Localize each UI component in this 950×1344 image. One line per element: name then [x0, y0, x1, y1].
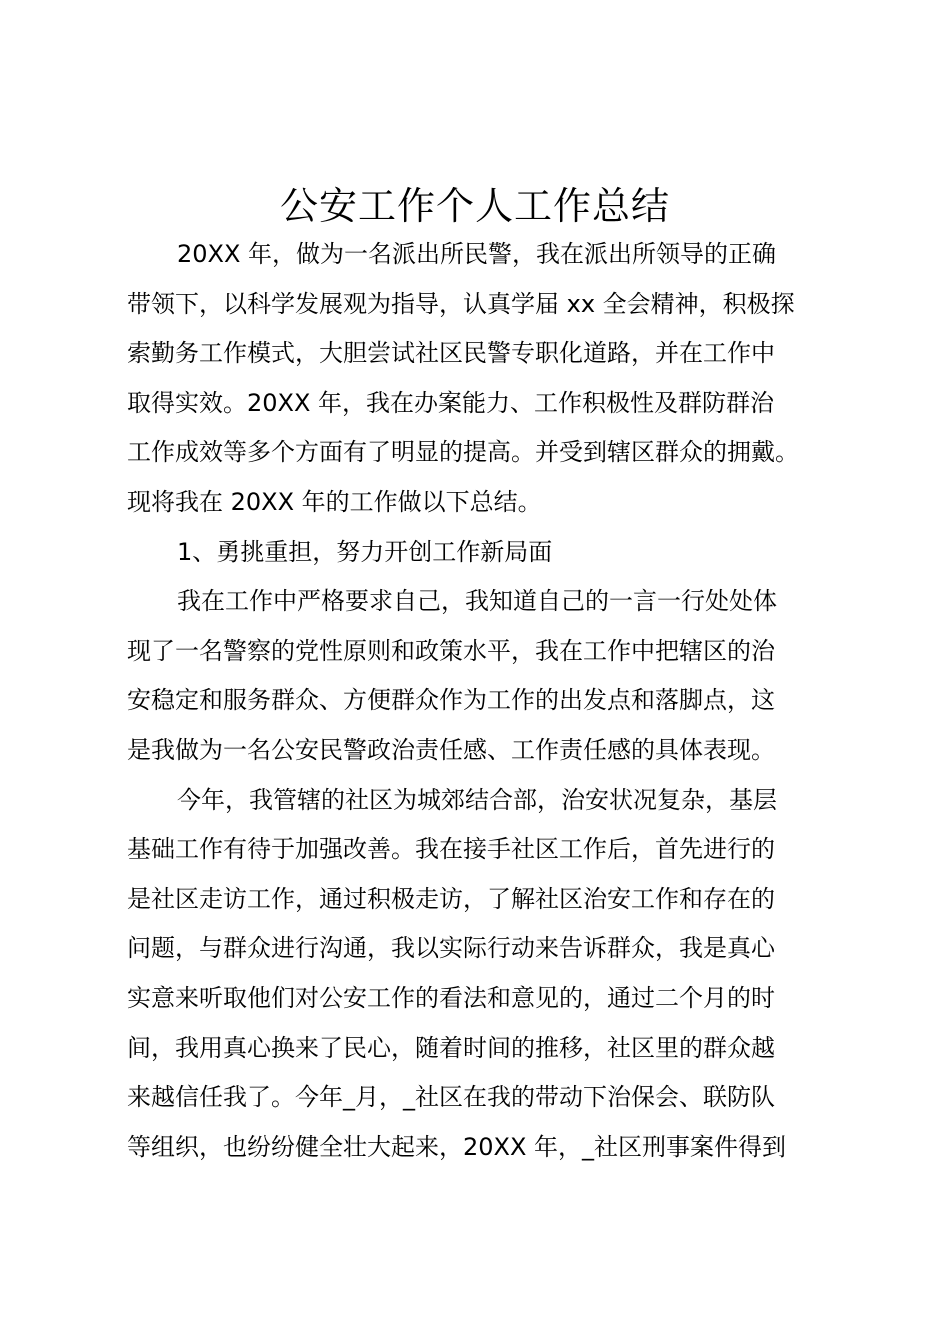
text-line: 工作成效等多个方面有了明显的提高。并受到辖区群众的拥戴。	[127, 438, 799, 467]
text-line: 安稳定和服务群众、方便群众作为工作的出发点和落脚点，这	[127, 686, 775, 715]
text-line: 是社区走访工作，通过积极走访，了解社区治安工作和存在的	[127, 884, 775, 913]
text-line: 现了一名警察的党性原则和政策水平，我在工作中把辖区的治	[127, 636, 775, 665]
paragraph-community	[127, 776, 837, 1173]
text-line: 现将我在 20XX 年的工作做以下总结。	[127, 487, 542, 516]
document-body	[127, 230, 837, 1172]
text-line: 我在工作中严格要求自己，我知道自己的一言一行处处体	[177, 587, 777, 616]
document-title: 公安工作个人工作总结	[279, 184, 670, 228]
text-line: 实意来听取他们对公安工作的看法和意见的，通过二个月的时	[127, 983, 775, 1012]
text-line: 问题，与群众进行沟通，我以实际行动来告诉群众，我是真心	[127, 934, 775, 963]
text-line: 基础工作有待于加强改善。我在接手社区工作后，首先进行的	[127, 835, 775, 864]
text-line: 带领下，以科学发展观为指导，认真学届 xx 全会精神，积极探	[127, 289, 795, 318]
section-heading	[127, 528, 837, 578]
text-line: 取得实效。20XX 年，我在办案能力、工作积极性及群防群治	[127, 388, 775, 417]
text-line: 来越信任我了。今年_月，_社区在我的带动下治保会、联防队	[127, 1083, 775, 1112]
paragraph-discipline	[127, 577, 837, 775]
paragraph-intro	[127, 230, 837, 528]
text-line: 是我做为一名公安民警政治责任感、工作责任感的具体表现。	[127, 735, 775, 764]
section-heading-text: 1、勇挑重担，努力开创工作新局面	[177, 537, 553, 566]
text-line: 今年，我管辖的社区为城郊结合部，治安状况复杂，基层	[177, 785, 777, 814]
text-line: 等组织，也纷纷健全壮大起来，20XX 年，_社区刑事案件得到	[127, 1132, 787, 1161]
text-line: 间，我用真心换来了民心，随着时间的推移，社区里的群众越	[127, 1033, 775, 1062]
text-line: 20XX 年，做为一名派出所民警，我在派出所领导的正确	[177, 240, 777, 268]
text-line: 索勤务工作模式，大胆尝试社区民警专职化道路，并在工作中	[127, 339, 775, 368]
